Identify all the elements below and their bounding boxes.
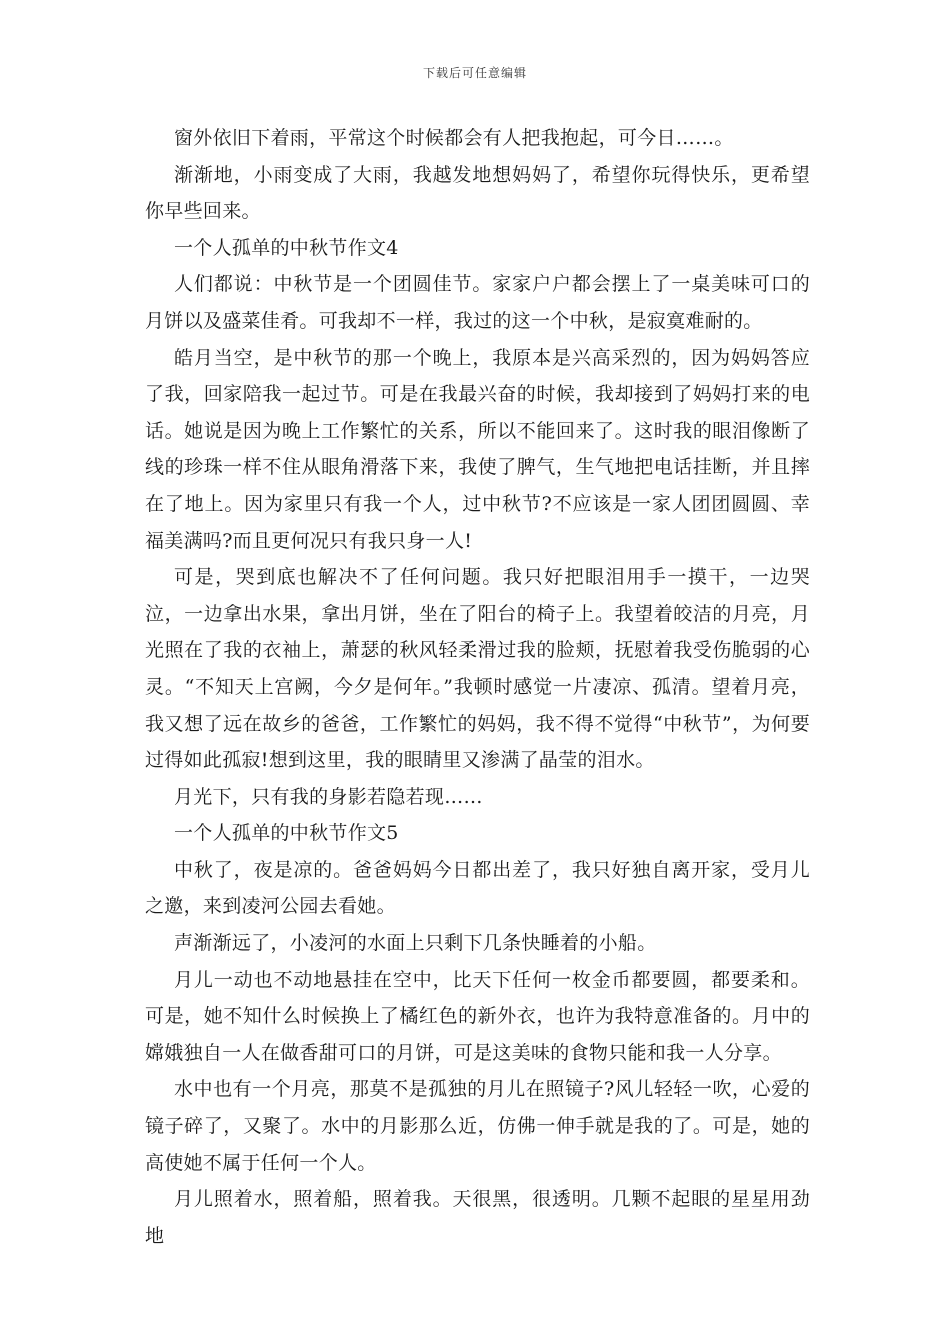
paragraph: 月光下，只有我的身影若隐若现…… (174, 785, 483, 808)
section-heading: 一个人孤单的中秋节作文5 (174, 822, 399, 845)
paragraph: 水中也有一个月亮，那莫不是孤独的月儿在照镜子?风儿轻轻一吹，心爱的镜子碎了，又聚了。水中的月影那么近，仿佛一伸手就是我的了。可是，她的高使她不属于任何一个人。 (145, 1078, 810, 1174)
paragraph: 月儿照着水，照着船，照着我。天很黑，很透明。几颗不起眼的星星用劲地 (145, 1188, 810, 1247)
paragraph: 人们都说：中秋节是一个团圆佳节。家家户户都会摆上了一桌美味可口的月饼以及盛菜佳肴。可我却不一样，我过的这一个中秋，是寂寞难耐的。 (145, 273, 810, 332)
document-body (145, 120, 810, 1254)
paragraph: 渐渐地，小雨变成了大雨，我越发地想妈妈了，希望你玩得快乐，更希望你早些回来。 (145, 163, 810, 223)
paragraph: 可是，哭到底也解决不了任何问题。我只好把眼泪用手一摸干，一边哭泣，一边拿出水果，拿出月饼，坐在了阳台的椅子上。我望着皎洁的月亮，月光照在了我的衣袖上，萧瑟的秋风轻柔滑过我的脸颊，抚慰着我受伤脆弱的心灵。“不知天上宫阙，今夕是何年。”我顿时感觉一片凄凉、孤清。望着月亮，我又想了远在故乡的爸爸，工作繁忙的妈妈，我不得不觉得“中秋节”，为何要过得如此孤寂!想到这里，我的眼睛里又渗满了晶莹的泪水。 (145, 566, 810, 772)
paragraph: 月儿一动也不动地悬挂在空中，比天下任何一枚金币都要圆，都要柔和。可是，她不知什么时候换上了橘红色的新外衣，也许为我特意准备的。月中的嫦娥独自一人在做香甜可口的月饼，可是这美味的食物只能和我一人分享。 (145, 968, 810, 1064)
section-heading: 一个人孤单的中秋节作文4 (174, 236, 399, 259)
paragraph: 中秋了，夜是凉的。爸爸妈妈今日都出差了，我只好独自离开家，受月儿之邀，来到凌河公园去看她。 (145, 858, 810, 918)
paragraph: 声渐渐远了，小凌河的水面上只剩下几条快睡着的小船。 (174, 932, 657, 955)
page-header: 下载后可任意编辑 (422, 66, 527, 80)
paragraph: 窗外依旧下着雨，平常这个时候都会有人把我抱起，可今日……。 (174, 127, 734, 149)
paragraph: 皓月当空，是中秋节的那一个晚上，我原本是兴高采烈的，因为妈妈答应了我，回家陪我一起过节。可是在我最兴奋的时候，我却接到了妈妈打来的电话。她说是因为晚上工作繁忙的关系，所以不能回来了。这时我的眼泪像断了线的珍珠一样不住从眼角滑落下来，我使了脾气，生气地把电话挂断，并且摔在了地上。因为家里只有我一个人，过中秋节?不应该是一家人团团圆圆、幸福美满吗?而且更何况只有我只身一人! (145, 346, 810, 552)
